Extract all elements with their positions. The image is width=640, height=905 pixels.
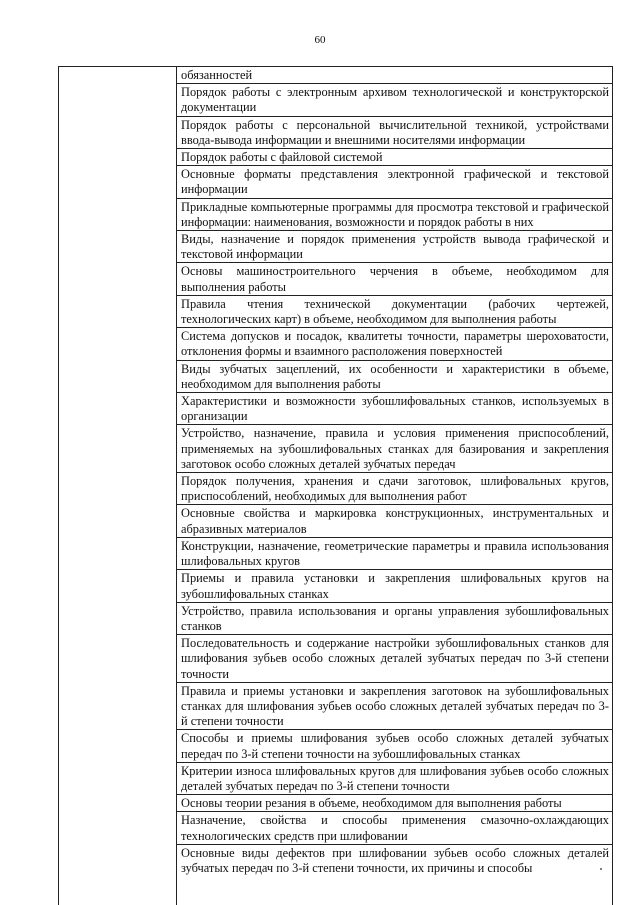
table-row: Основные виды дефектов при шлифовании зубьев особо сложных деталей зубчатых передач по 3-й степени точности, их причины и способы: [181, 845, 609, 875]
table-left-column: [59, 67, 177, 905]
table-row: Система допусков и посадок, квалитеты точности, параметры шероховатости, отклонения формы и взаимного расположения поверхностей: [177, 328, 612, 360]
table-row: Способы и приемы шлифования зубьев особо сложных деталей зубчатых передач по 3-й степени точности на зубошлифовальных станках: [177, 730, 612, 762]
table-row: Устройство, правила использования и органы управления зубошлифовальных станков: [177, 603, 612, 635]
table-row: обязанностей: [177, 67, 612, 84]
table-row: Порядок работы с электронным архивом технологической и конструкторской документации: [177, 84, 612, 116]
table-row: Назначение, свойства и способы применения смазочно-охлаждающих технологических средств при шлифовании: [177, 812, 612, 844]
table-row: Порядок получения, хранения и сдачи заготовок, шлифовальных кругов, приспособлений, необходимых для выполнения работ: [177, 473, 612, 505]
table-row: Устройство, назначение, правила и условия применения приспособлений, применяемых на зубошлифовальных станках для базирования и закрепления заготовок особо сложных деталей зубчатых передач: [177, 425, 612, 473]
table-row: Характеристики и возможности зубошлифовальных станков, используемых в организации: [177, 393, 612, 425]
requirements-table: [58, 66, 613, 905]
scan-speck: [600, 868, 602, 870]
table-row: Конструкции, назначение, геометрические параметры и правила использования шлифовальных кругов: [177, 538, 612, 570]
table-row: Виды, назначение и порядок применения устройств вывода графической и текстовой информации: [177, 231, 612, 263]
table-right-column: [177, 67, 612, 876]
table-row: Порядок работы с персональной вычислительной техникой, устройствами ввода-вывода информации и внешними носителями информации: [177, 117, 612, 149]
table-row: Правила и приемы установки и закрепления заготовок на зубошлифовальных станках для шлифования зубьев особо сложных деталей зубчатых передач по 3-й степени точности: [177, 683, 612, 731]
table-row: Основы теории резания в объеме, необходимом для выполнения работы: [177, 795, 612, 812]
table-row: Приемы и правила установки и закрепления шлифовальных кругов на зубошлифовальных станках: [177, 570, 612, 602]
table-row: Основы машиностроительного черчения в объеме, необходимом для выполнения работы: [177, 263, 612, 295]
table-row: Последовательность и содержание настройки зубошлифовальных станков для шлифования зубьев особо сложных деталей зубчатых передач по 3-й степени точности: [177, 635, 612, 683]
table-row: Правила чтения технической документации (рабочих чертежей, технологических карт) в объеме, необходимом для выполнения работы: [177, 296, 612, 328]
table-row: Прикладные компьютерные программы для просмотра текстовой и графической информации: наименования, возможности и порядок работы в них: [177, 199, 612, 231]
table-row: Основные форматы представления электронной графической и текстовой информации: [177, 166, 612, 198]
table-row: Порядок работы с файловой системой: [177, 149, 612, 166]
table-row: Основные свойства и маркировка конструкционных, инструментальных и абразивных материалов: [177, 505, 612, 537]
page-number: 60: [314, 34, 326, 46]
table-row: Виды зубчатых зацеплений, их особенности и характеристики в объеме, необходимом для выполнения работы: [177, 361, 612, 393]
table-row: Критерии износа шлифовальных кругов для шлифования зубьев особо сложных деталей зубчатых передач по 3-й степени точности: [177, 763, 612, 795]
